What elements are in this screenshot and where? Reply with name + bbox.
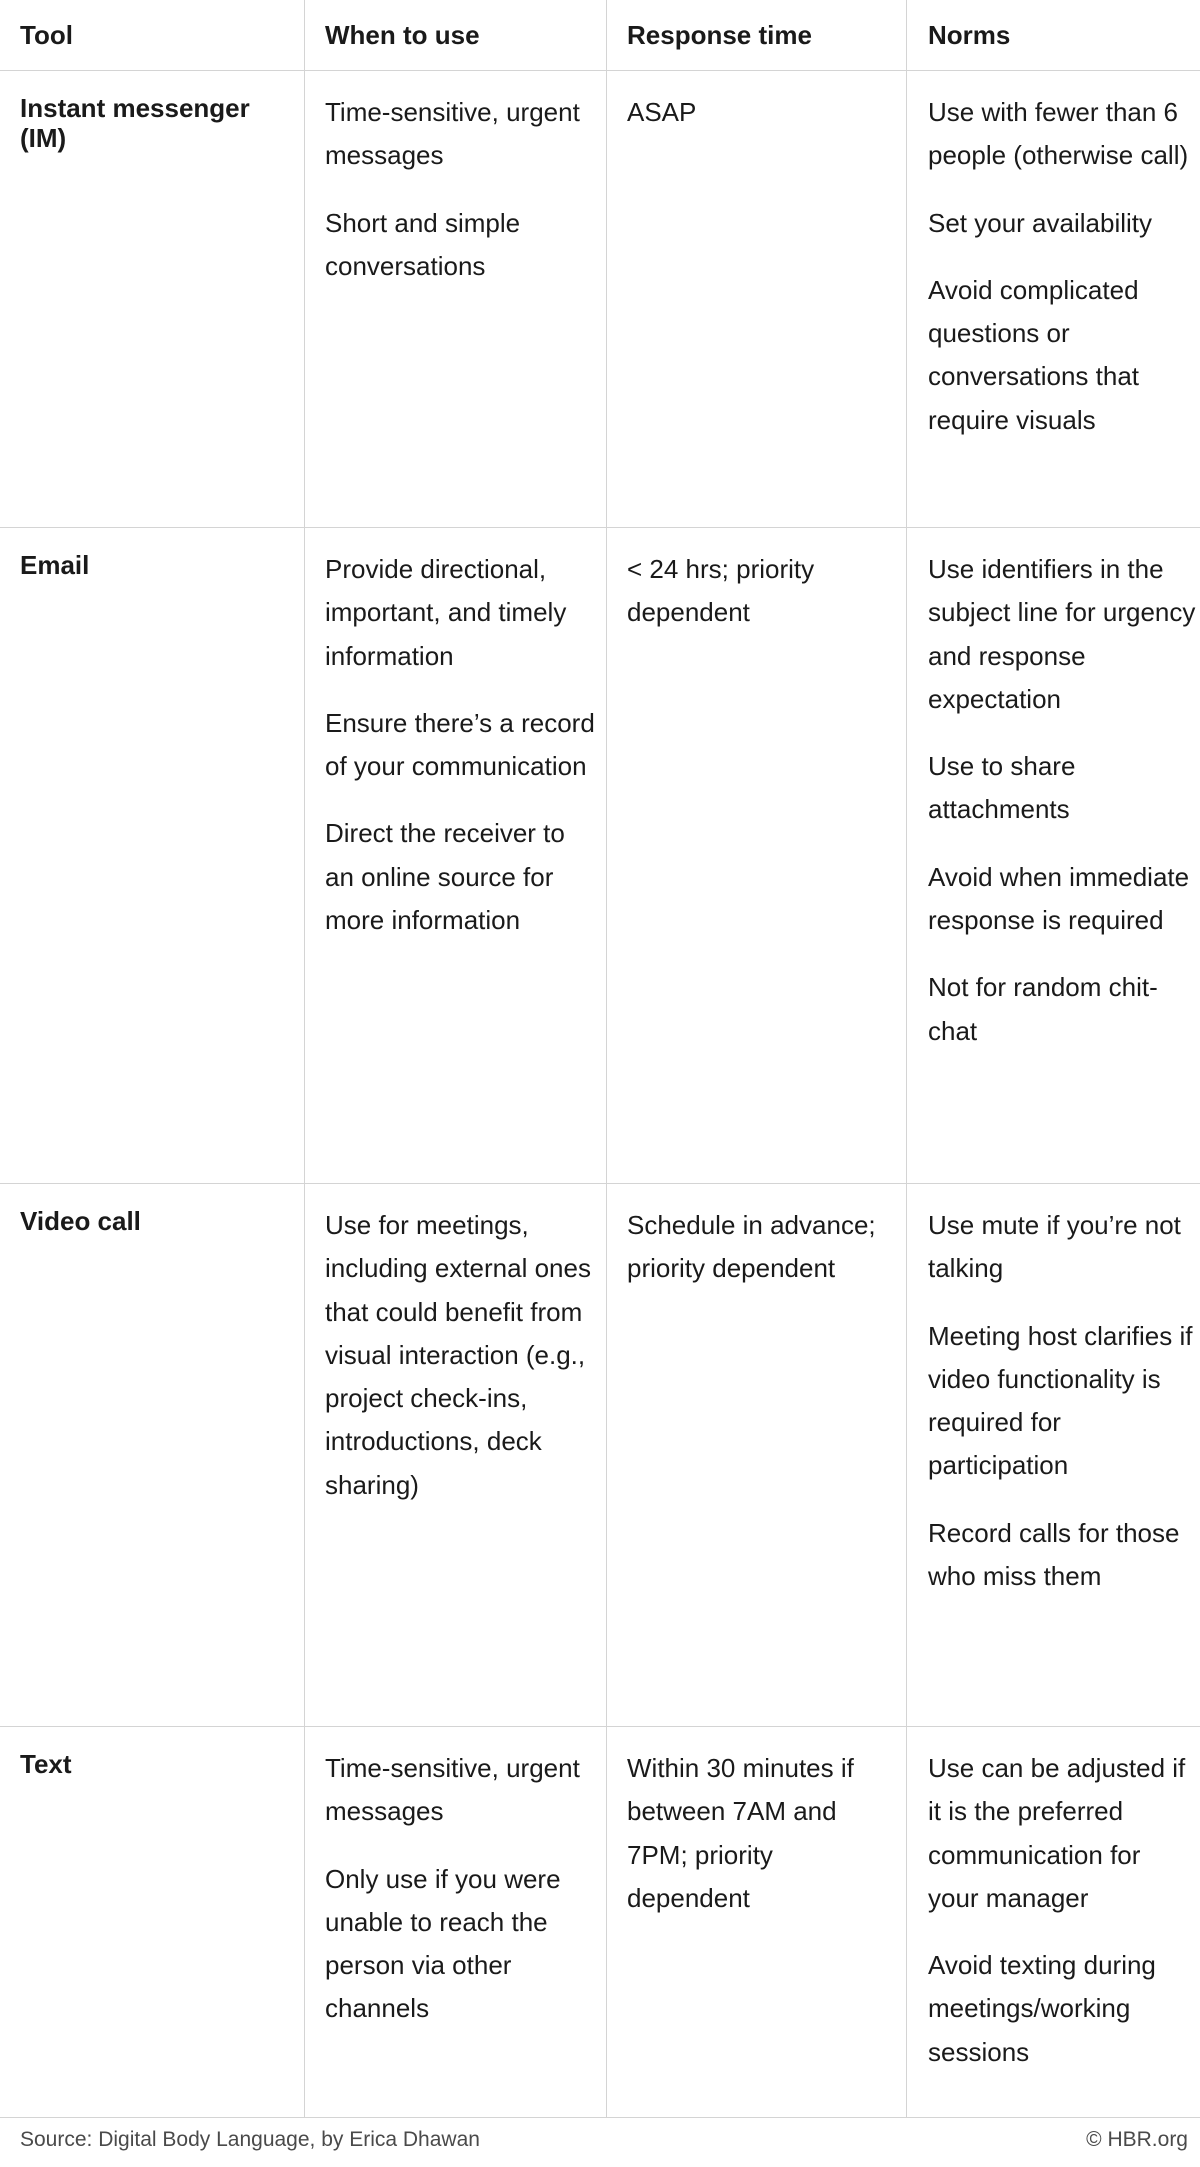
row-divider: [0, 1726, 1200, 1727]
response-time-cell: [627, 548, 897, 635]
norm-item: Use can be adjusted if it is the preferred communication for your manager: [928, 1753, 1186, 1913]
usage-item: Direct the receiver to an online source for more information: [325, 818, 565, 936]
header-norms: Norms: [928, 20, 1011, 50]
when-to-use-cell: [325, 1747, 595, 2031]
tool-name: Text: [20, 1749, 72, 1779]
tool-name: Email: [20, 550, 90, 580]
norms-cell: [928, 1204, 1198, 1598]
response-time-cell: [627, 1204, 897, 1291]
response-time-text: ASAP: [627, 97, 697, 127]
source-citation: Source: Digital Body Language, by Erica Dhawan: [20, 2128, 480, 2151]
response-time-text: Schedule in advance; priority dependent: [627, 1210, 876, 1284]
norm-item: Set your availability: [928, 207, 1152, 238]
response-time-cell: [627, 91, 897, 134]
when-to-use-cell: [325, 1204, 595, 1507]
row-divider: [0, 2117, 1200, 2118]
usage-item: Short and simple conversations: [325, 207, 521, 281]
norm-item: Avoid texting during meetings/working sessions: [928, 1950, 1156, 2067]
response-time-text: < 24 hrs; priority dependent: [627, 554, 815, 628]
row-divider: [0, 527, 1200, 528]
tool-name: Video call: [20, 1206, 141, 1236]
norm-item: Use identifiers in the subject line for urgency and response expectation: [928, 554, 1196, 714]
copyright-credit: © HBR.org: [1086, 2128, 1188, 2151]
usage-item: Ensure there’s a record of your communication: [325, 707, 595, 782]
norm-item: Avoid complicated questions or conversations that require visuals: [928, 274, 1140, 435]
norms-cell: [928, 548, 1198, 1053]
row-divider: [0, 1183, 1200, 1184]
norm-item: Meeting host clarifies if video functionality is required for participation: [928, 1320, 1193, 1481]
norm-item: Use to share attachments: [928, 751, 1076, 825]
response-time-text: Within 30 minutes if between 7AM and 7PM; priority dependent: [627, 1753, 854, 1913]
norm-item: Avoid when immediate response is required: [928, 861, 1190, 936]
norm-item: Record calls for those who miss them: [928, 1517, 1180, 1592]
header-when-to-use: When to use: [325, 20, 480, 50]
norms-cell: [928, 91, 1198, 442]
column-divider: [606, 0, 607, 2117]
usage-item: Time-sensitive, urgent messages: [325, 97, 580, 171]
norms-cell: [928, 1747, 1198, 2074]
response-time-cell: [627, 1747, 897, 1920]
when-to-use-cell: [325, 548, 595, 942]
column-divider: [304, 0, 305, 2117]
usage-item: Time-sensitive, urgent messages: [325, 1753, 580, 1827]
usage-item: Use for meetings, including external ones that could benefit from visual interaction (e.g., project check-ins, introductions, deck sharing): [325, 1210, 591, 1500]
column-divider: [906, 0, 907, 2117]
norm-item: Use mute if you’re not talking: [928, 1210, 1181, 1284]
when-to-use-cell: [325, 91, 595, 288]
header-tool: Tool: [20, 20, 73, 50]
tool-name: Instant messenger (IM): [20, 93, 250, 153]
norm-item: Use with fewer than 6 people (otherwise call): [928, 97, 1189, 171]
usage-item: Only use if you were unable to reach the person via other channels: [325, 1863, 561, 2024]
header-response-time: Response time: [627, 20, 812, 50]
usage-item: Provide directional, important, and timely information: [325, 554, 567, 671]
row-divider: [0, 70, 1200, 71]
norm-item: Not for random chit-chat: [928, 972, 1158, 1046]
